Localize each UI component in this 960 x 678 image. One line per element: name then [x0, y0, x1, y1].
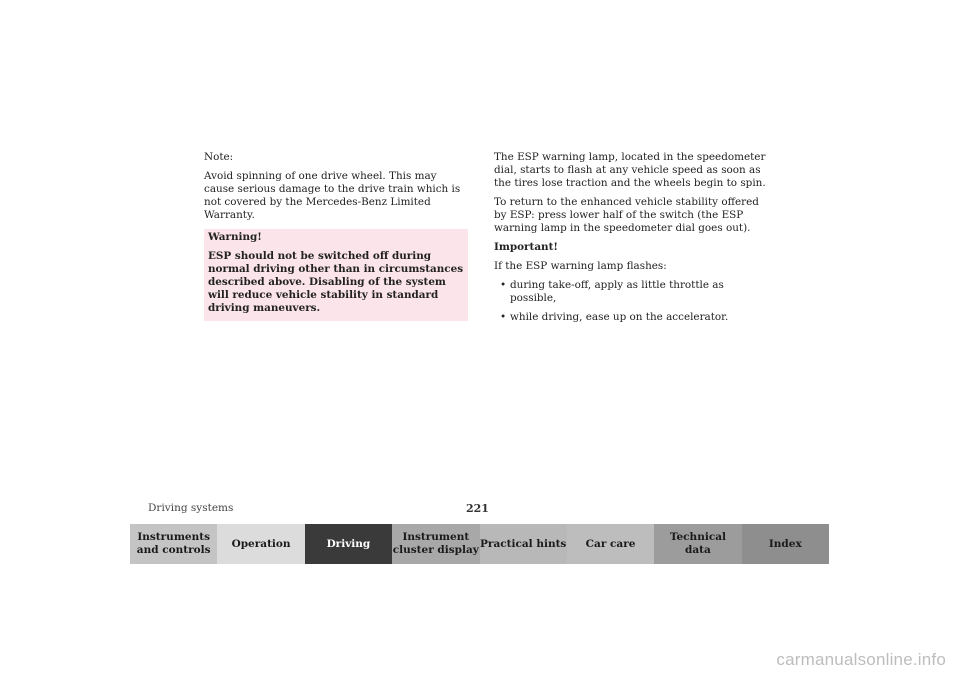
tab-car-care[interactable]: Car care [567, 524, 654, 564]
list-item [494, 279, 769, 305]
list-item [494, 311, 769, 324]
esp-lamp-paragraph: The ESP warning lamp, located in the speedometer dial, starts to flash at any vehicle speed as soon as the tires lose traction and the wheels begin to spin. [494, 151, 766, 189]
tab-index[interactable]: Index [742, 524, 829, 564]
list-item-text: during take-off, apply as little throttle as possible, [510, 279, 724, 304]
tab-practical-hints[interactable]: Practical hints [480, 524, 567, 564]
note-text: Avoid spinning of one drive wheel. This may cause serious damage to the drive train which is not covered by the Mercedes-Benz Limited Warranty. [204, 170, 461, 221]
warning-box [204, 229, 468, 321]
tab-instruments-and-controls[interactable]: Instruments and controls [130, 524, 217, 564]
page-number: 221 [466, 502, 489, 515]
chapter-nav-bar [130, 524, 829, 564]
section-title: Driving systems [148, 502, 234, 514]
bullet-icon: • [500, 279, 507, 291]
right-column [494, 151, 769, 330]
watermark: carmanualsonline.info [776, 650, 946, 669]
return-esp-paragraph: To return to the enhanced vehicle stability offered by ESP: press lower half of the switch (the ESP warning lamp in the speedometer dial goes out). [494, 196, 759, 234]
note-label: Note: [204, 151, 234, 163]
tab-operation[interactable]: Operation [217, 524, 304, 564]
left-column [204, 151, 468, 321]
bullet-list [494, 279, 769, 324]
list-item-text: while driving, ease up on the accelerator. [510, 311, 729, 323]
tab-driving[interactable]: Driving [305, 524, 392, 564]
warning-title: Warning! [208, 231, 262, 243]
bullet-icon: • [500, 311, 507, 323]
important-label: Important! [494, 241, 558, 253]
condition-text: If the ESP warning lamp flashes: [494, 260, 667, 272]
tab-technical-data[interactable]: Technical data [654, 524, 741, 564]
warning-text: ESP should not be switched off during normal driving other than in circumstances described above. Disabling of the system will reduce vehicle stability in standard driving maneuvers. [208, 250, 464, 314]
tab-instrument-cluster-display[interactable]: Instrument cluster display [392, 524, 479, 564]
